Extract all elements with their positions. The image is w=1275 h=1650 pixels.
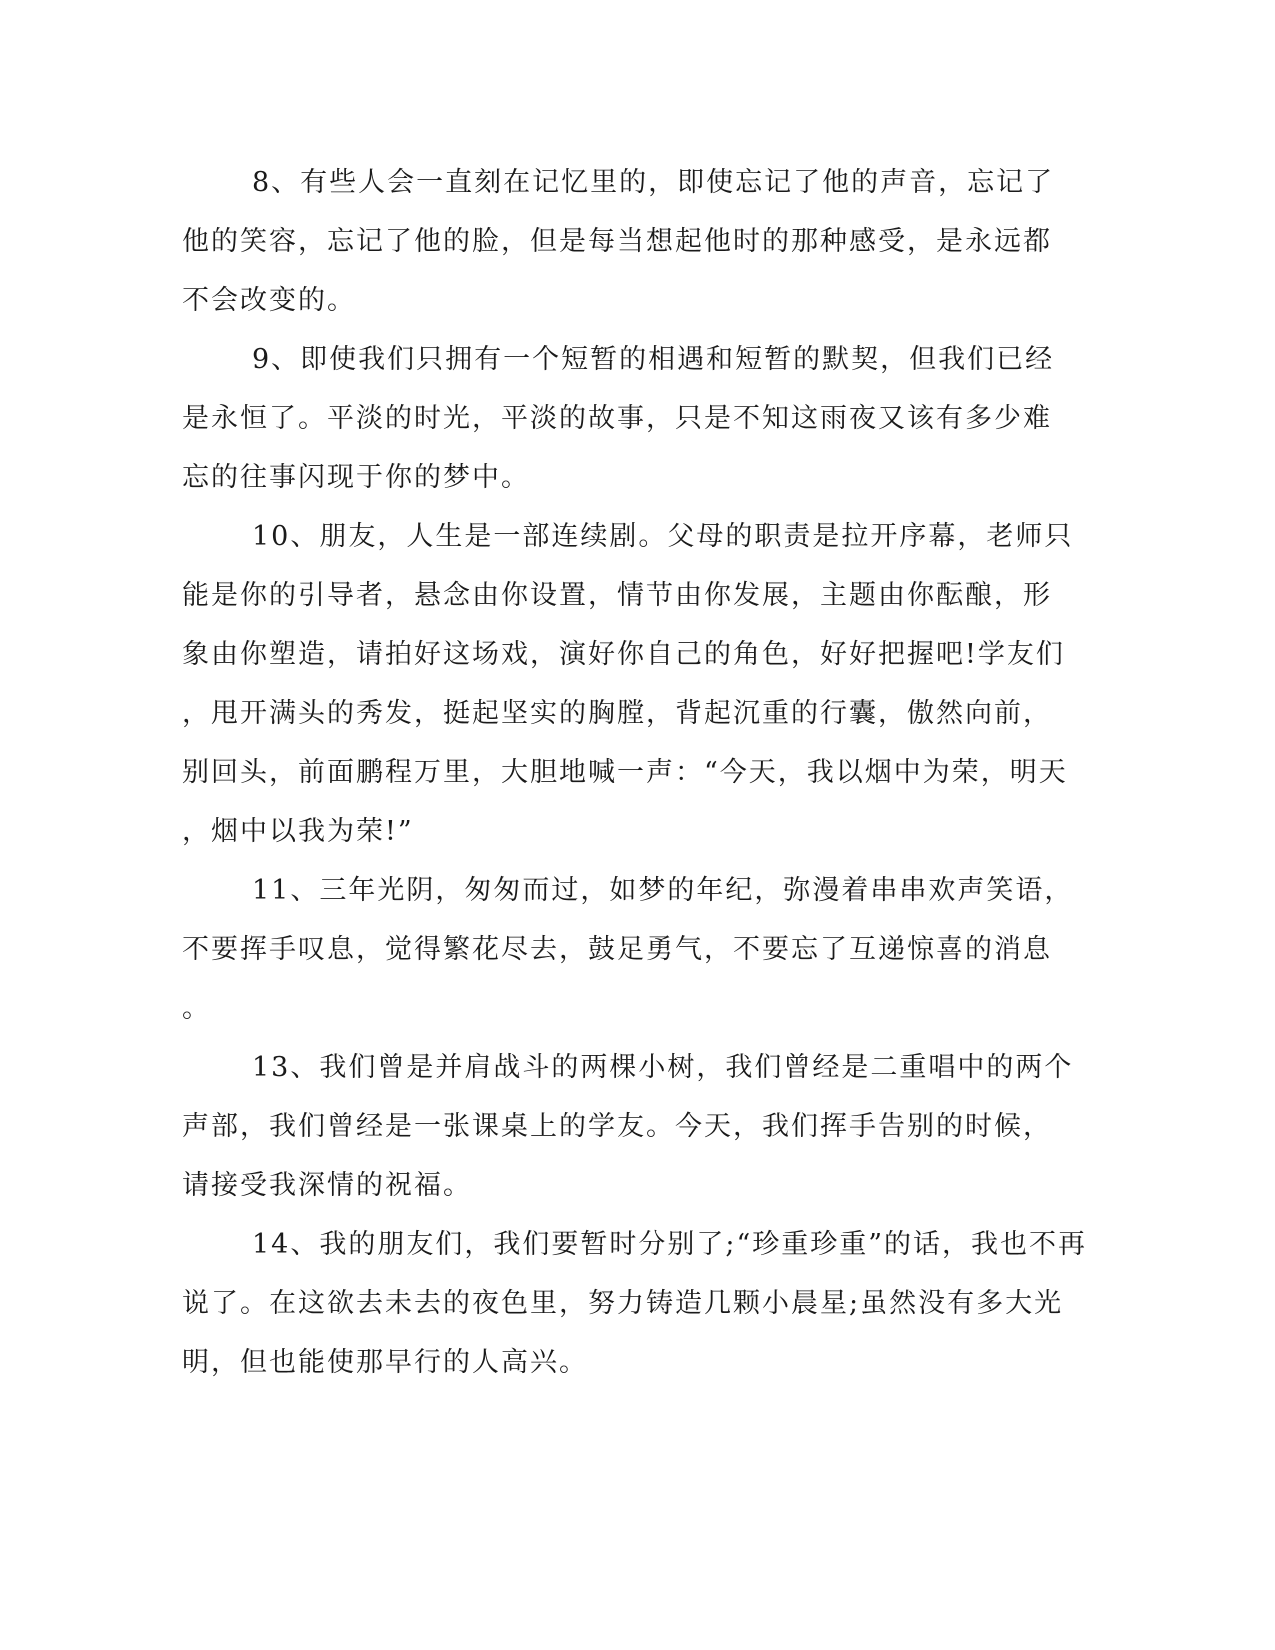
paragraph-line: 他的笑容，忘记了他的脸，但是每当想起他时的那种感受，是永远都 <box>182 226 1052 257</box>
paragraph-line: 不会改变的。 <box>182 285 356 316</box>
paragraph-line: ，烟中以我为荣!” <box>182 816 414 847</box>
paragraph-line: 声部，我们曾经是一张课桌上的学友。今天，我们挥手告别的时候， <box>182 1111 1052 1142</box>
paragraph-10 <box>182 507 1074 861</box>
paragraph-line: 说了。在这欲去未去的夜色里，努力铸造几颗小晨星;虽然没有多大光 <box>182 1288 1064 1319</box>
paragraph-line: 忘的往事闪现于你的梦中。 <box>182 462 530 493</box>
paragraph-9 <box>182 330 1055 507</box>
paragraph-line: 11、三年光阴，匆匆而过，如梦的年纪，弥漫着串串欢声笑语， <box>252 875 1074 906</box>
paragraph-line: 14、我的朋友们，我们要暂时分别了;“珍重珍重”的话，我也不再 <box>252 1229 1088 1260</box>
paragraph-line: 。 <box>182 993 211 1024</box>
paragraph-11 <box>182 861 1074 1038</box>
paragraph-line: 明，但也能使那早行的人高兴。 <box>182 1347 588 1378</box>
paragraph-13 <box>182 1038 1074 1215</box>
paragraph-line: 能是你的引导者，悬念由你设置，情节由你发展，主题由你酝酿，形 <box>182 580 1052 611</box>
paragraph-line: 象由你塑造，请拍好这场戏，演好你自己的角色，好好把握吧!学友们 <box>182 639 1065 670</box>
paragraph-line: 8、有些人会一直刻在记忆里的，即使忘记了他的声音，忘记了 <box>252 167 1055 198</box>
paragraph-line: 请接受我深情的祝福。 <box>182 1170 472 1201</box>
document-body <box>182 153 1088 1392</box>
paragraph-line: 别回头，前面鹏程万里，大胆地喊一声：“今天，我以烟中为荣，明天 <box>182 757 1068 788</box>
paragraph-line: 13、我们曾是并肩战斗的两棵小树，我们曾经是二重唱中的两个 <box>252 1052 1074 1083</box>
paragraph-line: 是永恒了。平淡的时光，平淡的故事，只是不知这雨夜又该有多少难 <box>182 403 1052 434</box>
paragraph-14 <box>182 1215 1088 1392</box>
paragraph-8 <box>182 153 1055 330</box>
paragraph-line: ，甩开满头的秀发，挺起坚实的胸膛，背起沉重的行囊，傲然向前， <box>182 698 1052 729</box>
paragraph-line: 10、朋友，人生是一部连续剧。父母的职责是拉开序幕，老师只 <box>252 521 1074 552</box>
paragraph-line: 9、即使我们只拥有一个短暂的相遇和短暂的默契，但我们已经 <box>252 344 1055 375</box>
paragraph-line: 不要挥手叹息，觉得繁花尽去，鼓足勇气，不要忘了互递惊喜的消息 <box>182 934 1052 965</box>
